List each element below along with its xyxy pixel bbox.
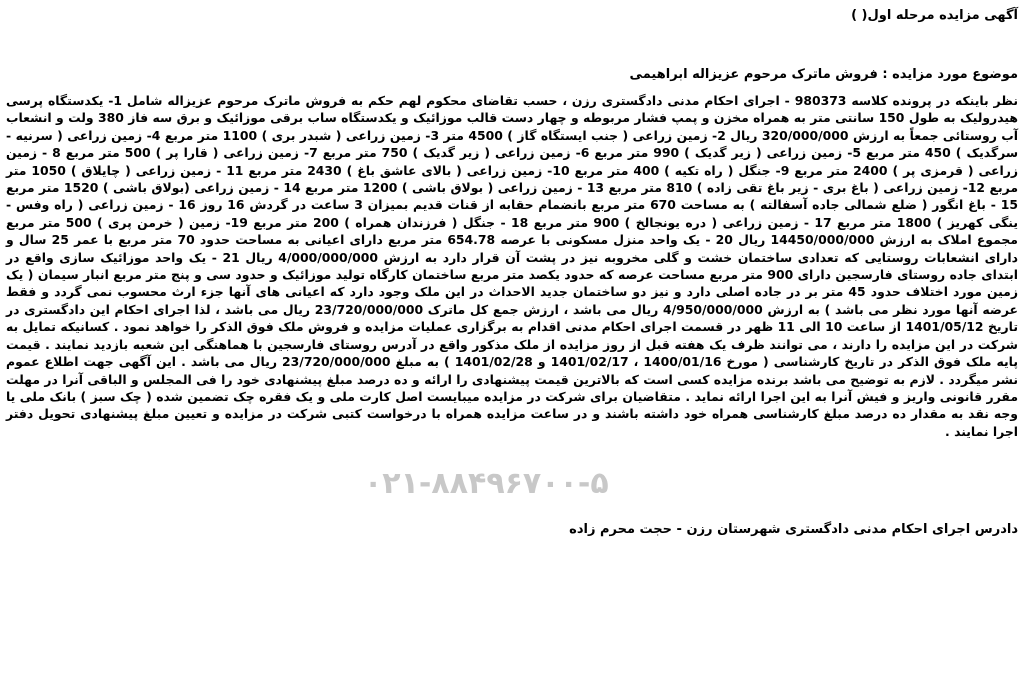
- notice-signature: دادرس اجرای احکام مدنی دادگستری شهرستان رزن - حجت محرم زاده: [569, 522, 1018, 537]
- notice-heading: آگهی مزایده مرحله اول( ): [851, 8, 1018, 23]
- notice-subject: موضوع مورد مزایده : فروش ماترک مرحوم عزیزاله ابراهیمی: [629, 67, 1018, 82]
- auction-notice: [4, 0, 1018, 676]
- phone-watermark: ۰۲۱-۸۸۴۹۶۷۰۰-۵: [364, 466, 609, 501]
- notice-body: نظر باینکه در پرونده کلاسه 980373 - اجرای احکام مدنی دادگستری رزن ، حسب تقاضای محکوم لهم حکم به فروش ماترک مرحوم عزیزاله شامل 1- یکدستگاه پرسی هیدرولیک به طول 150 سانتی متر به همراه مخزن و پمپ فشار مربوطه و چهار دست قالب موزائیک و یکدستگاه ساب برقی موزائیک و برق سه فاز 380 ولت و انشعاب آب روستائی جمعاً به ارزش 320/000/000 ریال 2- زمین زراعی ( جنب ایستگاه گاز ) 4500 متر 3- زمین زراعی ( شبدر بری ) 1100 متر مربع 4- زمین زراعی ( سرنیه - سرگدیک ) 450 متر مربع 5- زمین زراعی ( زیر گدیک ) 990 متر مربع 6- زمین زراعی ( زیر گدیک ) 750 متر مربع 7- زمین زراعی ( قارا پر ) 500 متر مربع 8 - زمین زراعی ( قرمزی پر ) 2400 متر مربع 9- جنگل ( راه تکیه ) 400 متر مربع 10- زمین زراعی ( بالای عاشق باغ ) 2430 متر مربع 11 - زمین زراعی ( چایلاق ) 1050 متر مربع 12- زمین زراعی ( باغ بری - زیر باغ تقی زاده ) 810 متر مربع 13 - زمین زراعی ( بولاق باشی ) 1200 متر مربع 14 - زمین زراعی (بولاق باشی ) 1520 متر مربع 15 - باغ انگور ( ضلع شمالی جاده آسفالته ) به مساحت 670 متر مربع بانضمام حقابه از قنات قدیم بمیزان 3 ساعت در گردش 16 روز 16 - زمین زراعی ( راه وفس - ینگی کهریز ) 1800 متر مربع 17 - زمین زراعی ( دره یونجالخ ) 900 متر مربع 18 - جنگل ( فرزندان همراه ) 200 متر مربع 19- زمین ( خرمن پری ) 500 متر مربع مجموع املاک به ارزش 14450/000/000 ریال 20 - یک واحد منزل مسکونی با عرصه 654.78 متر مربع دارای اعیانی به مساحت حدود 70 متر مربع با عمر 25 سال و دارای انشعابات روستایی که تعدادی ساختمان خشت و گلی مخروبه نیز در پشت آن قرار دارد به ارزش 4/000/000/000 ریال 21 - یک واحد موزائیک سازی واقع در ابتدای جاده روستای فارسجین دارای 900 متر مربع مساحت عرصه که حدود یکصد متر مربع ساختمان کارگاه تولید موزائیک و حدود سی و پنج متر مربع انبار سیمان ( یک زمین مورد اختلاف حدود 45 متر بر در جاده اصلی دارد و نیز دو ساختمان جدید الاحداث در این ملک وجود دارد که اعیانی های آنها جزء ارث محسوب نمی گردد و فقط عرضه آنها مورد نظر می باشد ) به ارزش 4/950/000/000 ریال می باشد ، ارزش جمع کل ماترک 23/720/000/000 ریال می باشد ، لذا اجرای احکام این دادگستری در تاریخ 1401/05/12 از ساعت 10 الی 11 ظهر در قسمت اجرای احکام مدنی اقدام به برگزاری عملیات مزایده و فروش ملک فوق الذکر را خواهد نمود . کسانیکه تمایل به شرکت در این مزایده را دارند ، می توانند ظرف یک هفته قبل از روز مزایده از ملک مذکور واقع در آدرس روستای فارسجین با هماهنگی این شعبه بازدید نمایند . قیمت پایه ملک فوق الذکر در تاریخ کارشناسی ( مورخ 1400/01/16 ، 1401/02/17 و 1401/02/28 ) به مبلغ 23/720/000/000 ریال می باشد . این آگهی جهت اطلاع عموم نشر میگردد . لازم به توضیح می باشد برنده مزایده کسی است که بالاترین قیمت پیشنهادی را ارائه و ده درصد مبلغ پیشنهادی خود را فی المجلس و الباقی آنرا در مهلت مقرر قانونی واریز و فیش آنرا به این اجرا ارائه نماید . متقاضیان برای شرکت در مزایده میبایست اصل کارت ملی و یک فقره چک تضمین شده ( چک سبز ) بانک ملی یا وجه نقد به مقدار ده درصد مبلغ کارشناسی همراه خود داشته باشند و در ساعت مزایده همراه با درخواست کتبی شرکت در مزایده و تعیین مبلغ پیشنهادی تحویل دفتر اجرا نمایند .: [6, 93, 1019, 439]
